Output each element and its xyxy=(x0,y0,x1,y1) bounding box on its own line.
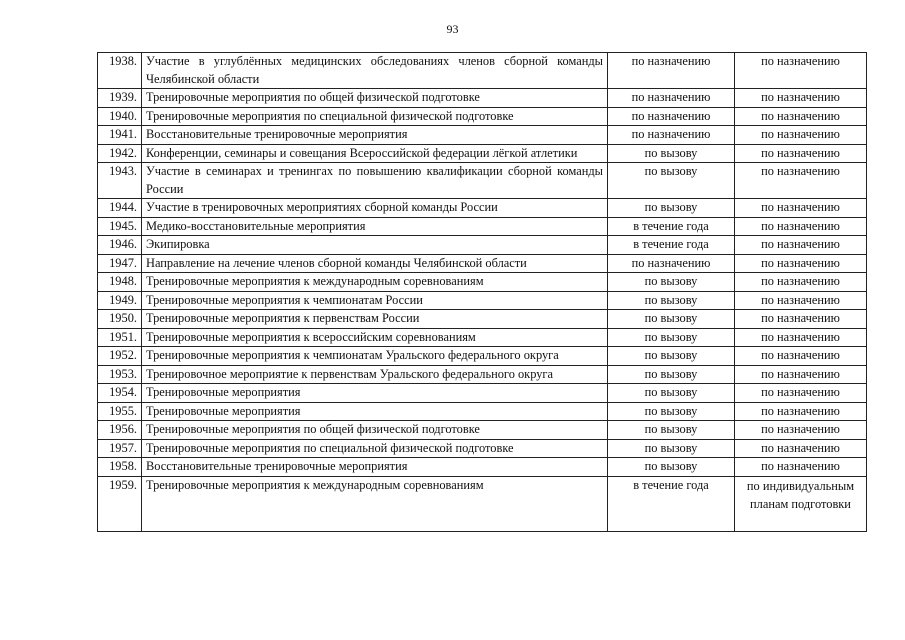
event-basis: по назначению xyxy=(735,384,867,403)
event-name: Тренировочные мероприятия к международным соревнованиям xyxy=(142,273,608,292)
event-term: по вызову xyxy=(608,199,735,218)
table-row xyxy=(98,126,867,145)
event-term: по вызову xyxy=(608,384,735,403)
table-row xyxy=(98,365,867,384)
event-name: Тренировочные мероприятия к чемпионатам Уральского федерального округа xyxy=(142,347,608,366)
event-term: по вызову xyxy=(608,310,735,329)
event-basis: по назначению xyxy=(735,402,867,421)
event-term: по назначению xyxy=(608,254,735,273)
event-basis: по назначению xyxy=(735,163,867,199)
row-number: 1952. xyxy=(98,347,142,366)
event-name: Тренировочные мероприятия xyxy=(142,384,608,403)
event-name: Восстановительные тренировочные мероприятия xyxy=(142,458,608,477)
event-term: по назначению xyxy=(608,89,735,108)
event-name: Восстановительные тренировочные мероприятия xyxy=(142,126,608,145)
event-basis: по назначению xyxy=(735,254,867,273)
table-row xyxy=(98,217,867,236)
event-name: Тренировочные мероприятия по специальной физической подготовке xyxy=(142,107,608,126)
table-row xyxy=(98,347,867,366)
event-basis: по назначению xyxy=(735,458,867,477)
event-name: Участие в семинарах и тренингах по повышению квалификации сборной команды России xyxy=(142,163,608,199)
event-name: Тренировочные мероприятия к международным соревнованиям xyxy=(142,476,608,531)
event-basis: по назначению xyxy=(735,199,867,218)
table-row xyxy=(98,310,867,329)
row-number: 1942. xyxy=(98,144,142,163)
events-table-body xyxy=(98,53,867,532)
event-term: в течение года xyxy=(608,476,735,531)
event-basis: по назначению xyxy=(735,421,867,440)
event-term: по вызову xyxy=(608,144,735,163)
event-basis: по назначению xyxy=(735,310,867,329)
table-row xyxy=(98,273,867,292)
event-name: Тренировочные мероприятия по общей физической подготовке xyxy=(142,421,608,440)
event-name: Тренировочные мероприятия к всероссийским соревнованиям xyxy=(142,328,608,347)
event-basis: по назначению xyxy=(735,273,867,292)
event-basis: по назначению xyxy=(735,347,867,366)
row-number: 1953. xyxy=(98,365,142,384)
table-row xyxy=(98,328,867,347)
row-number: 1946. xyxy=(98,236,142,255)
event-basis: по назначению xyxy=(735,126,867,145)
table-row xyxy=(98,144,867,163)
event-term: по назначению xyxy=(608,126,735,145)
event-name: Медико-восстановительные мероприятия xyxy=(142,217,608,236)
event-term: по вызову xyxy=(608,163,735,199)
row-number: 1938. xyxy=(98,53,142,89)
row-number: 1939. xyxy=(98,89,142,108)
row-number: 1940. xyxy=(98,107,142,126)
event-term: по вызову xyxy=(608,291,735,310)
row-number: 1941. xyxy=(98,126,142,145)
table-row xyxy=(98,89,867,108)
row-number: 1956. xyxy=(98,421,142,440)
event-basis: по индивидуальным планам подготовки xyxy=(735,476,867,531)
event-basis: по назначению xyxy=(735,89,867,108)
table-row xyxy=(98,458,867,477)
table-row xyxy=(98,421,867,440)
row-number: 1947. xyxy=(98,254,142,273)
event-term: по вызову xyxy=(608,402,735,421)
table-row xyxy=(98,476,867,531)
table-row xyxy=(98,53,867,89)
event-term: в течение года xyxy=(608,236,735,255)
row-number: 1944. xyxy=(98,199,142,218)
event-name: Участие в углублённых медицинских обследованиях членов сборной команды Челябинской области xyxy=(142,53,608,89)
event-basis: по назначению xyxy=(735,53,867,89)
event-basis: по назначению xyxy=(735,236,867,255)
row-number: 1948. xyxy=(98,273,142,292)
event-basis: по назначению xyxy=(735,439,867,458)
table-row xyxy=(98,163,867,199)
event-name: Тренировочные мероприятия xyxy=(142,402,608,421)
row-number: 1957. xyxy=(98,439,142,458)
event-name: Экипировка xyxy=(142,236,608,255)
event-name: Участие в тренировочных мероприятиях сборной команды России xyxy=(142,199,608,218)
table-row xyxy=(98,107,867,126)
event-basis: по назначению xyxy=(735,217,867,236)
row-number: 1955. xyxy=(98,402,142,421)
event-name: Тренировочное мероприятие к первенствам Уральского федерального округа xyxy=(142,365,608,384)
table-row xyxy=(98,199,867,218)
event-term: по вызову xyxy=(608,439,735,458)
event-name: Тренировочные мероприятия к чемпионатам России xyxy=(142,291,608,310)
event-basis: по назначению xyxy=(735,291,867,310)
row-number: 1951. xyxy=(98,328,142,347)
event-name: Тренировочные мероприятия по специальной физической подготовке xyxy=(142,439,608,458)
table-row xyxy=(98,402,867,421)
event-term: по вызову xyxy=(608,328,735,347)
event-term: по вызову xyxy=(608,365,735,384)
event-term: по вызову xyxy=(608,273,735,292)
event-name: Конференции, семинары и совещания Всероссийской федерации лёгкой атлетики xyxy=(142,144,608,163)
table-row xyxy=(98,439,867,458)
events-table xyxy=(97,52,867,532)
event-name: Тренировочные мероприятия к первенствам России xyxy=(142,310,608,329)
table-row xyxy=(98,291,867,310)
row-number: 1943. xyxy=(98,163,142,199)
row-number: 1945. xyxy=(98,217,142,236)
table-row xyxy=(98,254,867,273)
event-basis: по назначению xyxy=(735,365,867,384)
event-basis: по назначению xyxy=(735,107,867,126)
event-term: по вызову xyxy=(608,458,735,477)
event-term: по назначению xyxy=(608,107,735,126)
row-number: 1958. xyxy=(98,458,142,477)
event-name: Тренировочные мероприятия по общей физической подготовке xyxy=(142,89,608,108)
event-term: по вызову xyxy=(608,347,735,366)
table-row xyxy=(98,236,867,255)
row-number: 1949. xyxy=(98,291,142,310)
event-name: Направление на лечение членов сборной команды Челябинской области xyxy=(142,254,608,273)
row-number: 1954. xyxy=(98,384,142,403)
row-number: 1950. xyxy=(98,310,142,329)
event-term: по вызову xyxy=(608,421,735,440)
page-number: 93 xyxy=(446,22,459,36)
event-term: в течение года xyxy=(608,217,735,236)
event-basis: по назначению xyxy=(735,144,867,163)
table-row xyxy=(98,384,867,403)
row-number: 1959. xyxy=(98,476,142,531)
event-term: по назначению xyxy=(608,53,735,89)
event-basis: по назначению xyxy=(735,328,867,347)
